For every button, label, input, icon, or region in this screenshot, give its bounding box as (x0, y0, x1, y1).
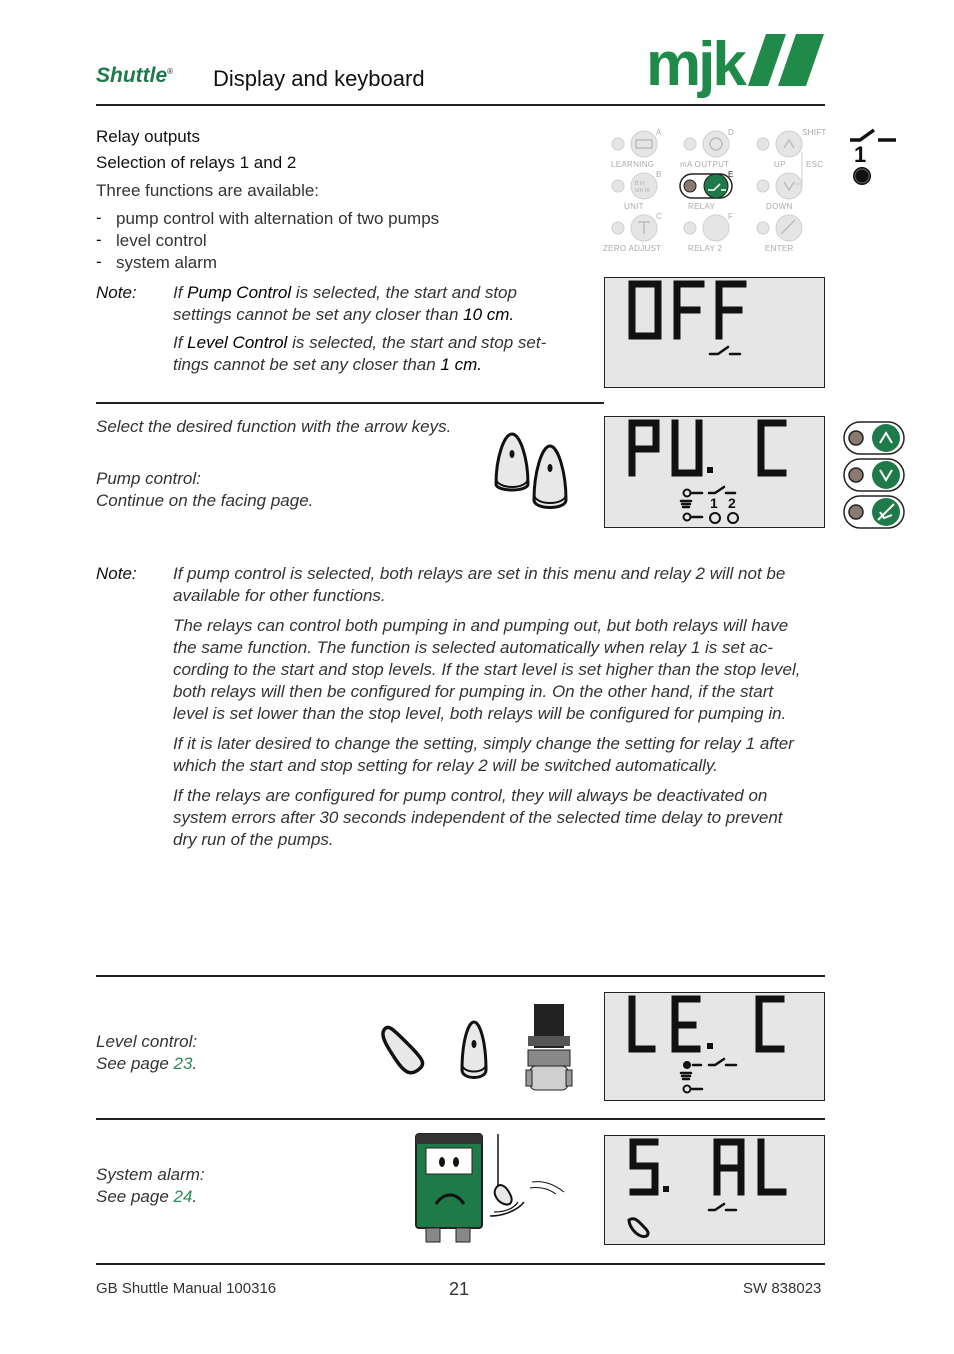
note-line: If Level Control is selected, the start and stop set- (173, 333, 547, 352)
enter-key (776, 215, 802, 241)
note2-line: the same function. The function is selected automatically when relay 1 is set ac- (173, 638, 774, 657)
ma-output-key (703, 131, 729, 157)
note2-line: level is set lower than the stop level, both relays will be configured for pumping in. (173, 704, 787, 723)
key-label: DOWN (766, 202, 793, 211)
side-keys (842, 420, 908, 530)
pump-control-label: Pump control: (96, 469, 201, 488)
led (757, 138, 769, 150)
key-letter: B (656, 170, 662, 179)
key-label: ZERO ADJUST (603, 244, 662, 253)
key-label: LEARNING (611, 160, 655, 169)
key-label: mA OUTPUT (680, 160, 730, 169)
up-key (776, 131, 802, 157)
list-item: pump control with alternation of two pumps (116, 209, 440, 228)
header-divider (96, 104, 825, 106)
led (684, 138, 696, 150)
keypad (600, 124, 828, 256)
level-control-see: See page 23. (96, 1054, 198, 1073)
system-alarm-see: See page 24. (96, 1187, 198, 1206)
key-letter: F (728, 212, 734, 221)
relay-number: 1 (854, 142, 867, 167)
led (757, 180, 769, 192)
key-label: ENTER (765, 244, 794, 253)
learning-key (631, 131, 657, 157)
page-number: 21 (449, 1279, 470, 1299)
relay-symbol-icon (848, 126, 902, 190)
note2-body (173, 563, 833, 851)
up-button (872, 424, 900, 452)
key-letter: D (728, 128, 735, 137)
relay-num: 2 (728, 495, 736, 511)
led (684, 222, 696, 234)
led (612, 222, 624, 234)
note2-line: available for other functions. (173, 586, 386, 605)
led (612, 138, 624, 150)
note2-line: system errors after 30 seconds independent of the selected time delay to prevent (173, 808, 783, 827)
system-alarm-label: System alarm: (96, 1165, 205, 1184)
key-label: ESC (806, 160, 824, 169)
note2-line: If the relays are configured for pump control, they will always be deactivated on (173, 786, 768, 805)
led (757, 222, 769, 234)
section-divider (96, 1118, 825, 1120)
note2-label: Note: (96, 564, 137, 583)
bullet-dash: - (96, 208, 102, 227)
note-line: settings cannot be set any closer than 10 cm. (173, 305, 515, 324)
registered-mark: ® (167, 67, 174, 76)
relay-num: 1 (710, 495, 718, 511)
instruction-text: Select the desired function with the arrow keys. (96, 417, 452, 436)
note-line: tings cannot be set any closer than 1 cm. (173, 355, 483, 374)
key-label: UP (774, 160, 786, 169)
footer-divider (96, 1263, 825, 1265)
key-letter: A (656, 128, 662, 137)
page-link-24[interactable]: 24 (173, 1187, 193, 1206)
key-label: RELAY (688, 202, 716, 211)
mjk-logo (646, 30, 826, 102)
note2-line: dry run of the pumps. (173, 830, 334, 849)
relay2-key (703, 215, 729, 241)
relay-led (684, 180, 696, 192)
brand-logo (96, 64, 173, 88)
bullet-dash: - (96, 230, 102, 249)
note2-line: which the start and stop setting for relay 2 will be switched automatically. (173, 756, 718, 775)
list-item: system alarm (116, 253, 218, 272)
note2-line: cording to the start and stop levels. If the start level is set higher than the stop level, (173, 660, 801, 679)
lcd-display-alarm (604, 1135, 825, 1245)
heading-selection: Selection of relays 1 and 2 (96, 153, 297, 172)
alarm-device-icon (414, 1132, 574, 1244)
key-label: RELAY 2 (688, 244, 723, 253)
note-label: Note: (96, 283, 137, 302)
note2-line: The relays can control both pumping in and pumping out, but both relays will have (173, 616, 789, 635)
page-title: Display and keyboard (213, 66, 425, 91)
pump-control-text: Continue on the facing page. (96, 491, 314, 510)
lcd-display-level (604, 992, 825, 1101)
key-label: UNIT (624, 202, 644, 211)
note2-line: If pump control is selected, both relays are set in this menu and relay 2 will not be (173, 564, 786, 583)
section-divider (96, 402, 604, 404)
level-floats-icon (378, 1000, 578, 1096)
section-divider (96, 975, 825, 977)
list-item: level control (116, 231, 207, 250)
mjk-logo-text: mjk (646, 30, 744, 99)
note2-line: both relays will then be configured for pumping in. On the other hand, if the start (173, 682, 774, 701)
intro-text: Three functions are available: (96, 181, 320, 200)
note-line: If Pump Control is selected, the start and stop (173, 283, 517, 302)
footer-right: SW 838023 (743, 1280, 822, 1297)
brand-name: Shuttle (96, 64, 168, 87)
level-control-label: Level control: (96, 1032, 198, 1051)
unit-key-text: ft in (635, 181, 645, 187)
lcd-display-off (604, 277, 825, 388)
heading-relay-outputs: Relay outputs (96, 127, 200, 146)
bullet-dash: - (96, 252, 102, 271)
relay-key (704, 174, 728, 198)
unit-key-text: cm m (635, 188, 650, 194)
pump-floats-icon (490, 428, 574, 514)
key-letter: C (656, 212, 663, 221)
footer-left: GB Shuttle Manual 100316 (96, 1280, 277, 1297)
down-button (872, 461, 900, 489)
lcd-display-pump (604, 416, 825, 528)
down-key (776, 173, 802, 199)
page-link-23[interactable]: 23 (173, 1054, 193, 1073)
note2-line: If it is later desired to change the setting, simply change the setting for relay 1 after (173, 734, 794, 753)
key-letter: E (728, 170, 734, 179)
led (612, 180, 624, 192)
key-label: SHIFT (802, 128, 827, 137)
